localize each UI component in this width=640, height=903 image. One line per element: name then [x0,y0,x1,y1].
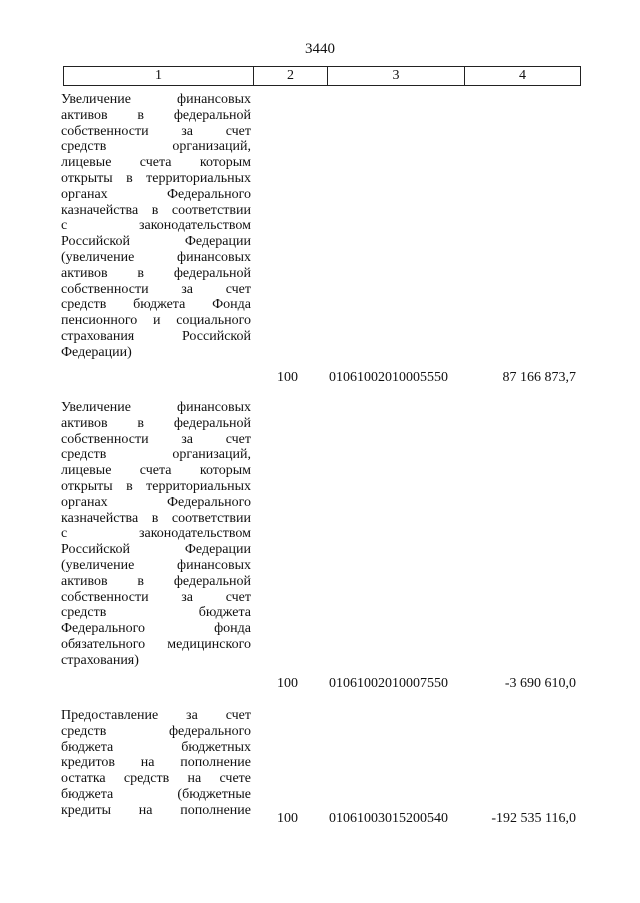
row-description-line: казначейства в соответствии [61,202,251,218]
row-description-line: с законодательством [61,526,251,542]
row-description-line: остатка средств на счете [61,771,251,787]
row-amount: -192 535 116,0 [491,811,576,826]
row-description-line: обязательного медицинского [61,636,251,652]
row-description-line: страхования Российской [61,328,251,344]
row-description-line: открыты в территориальных [61,478,251,494]
row-description-line: лицевые счета которым [61,463,251,479]
row-description-line: пенсионного и социального [61,313,251,329]
row-description [61,708,251,819]
row-description-line: лицевые счета которым [61,155,251,171]
column-header-1: 1 [64,67,254,86]
row-description-line: с законодательством [61,218,251,234]
row-description-line: (увеличение финансовых [61,557,251,573]
row-amount: 87 166 873,7 [502,370,576,385]
row-description-line: Федерального фонда [61,621,251,637]
column-header-3: 3 [328,67,465,86]
row-description-line: активов в федеральной [61,265,251,281]
row-description-line: органах Федерального [61,186,251,202]
row-description-line: (увеличение финансовых [61,249,251,265]
row-admin-code: 100 [277,370,298,385]
row-description-line: органах Федерального [61,494,251,510]
row-description-line: кредиты на пополнение [61,802,251,818]
row-description-line: средств бюджета Фонда [61,297,251,313]
row-admin-code: 100 [277,676,298,691]
column-header-table [63,66,581,86]
row-description-line: Российской Федерации [61,542,251,558]
row-description-line: средств федерального [61,723,251,739]
row-description-line: собственности за счет [61,123,251,139]
column-header-2: 2 [254,67,328,86]
row-description-line: активов в федеральной [61,573,251,589]
row-description-line: активов в федеральной [61,415,251,431]
row-bk-code: 01061003015200540 [329,811,448,826]
row-description-line: Увеличение финансовых [61,92,251,107]
row-bk-code: 01061002010007550 [329,676,448,691]
row-description-line: активов в федеральной [61,107,251,123]
row-description-line: Увеличение финансовых [61,400,251,415]
row-description-line: бюджета бюджетных [61,739,251,755]
row-description-line: Российской Федерации [61,234,251,250]
page-number: 3440 [305,41,335,57]
row-description-line: собственности за счет [61,589,251,605]
row-description [61,92,251,361]
row-description-line: средств организаций, [61,447,251,463]
row-description-line: бюджета (бюджетные [61,786,251,802]
row-bk-code: 01061002010005550 [329,370,448,385]
row-amount: -3 690 610,0 [504,676,576,691]
row-admin-code: 100 [277,811,298,826]
column-header-4: 4 [465,67,581,86]
row-description-line: собственности за счет [61,431,251,447]
row-description-line: средств бюджета [61,605,251,621]
row-description-line: собственности за счет [61,281,251,297]
row-description-line: страхования) [61,652,139,668]
row-description [61,400,251,669]
row-description-line: казначейства в соответствии [61,510,251,526]
column-header-row [64,67,581,86]
row-description-line: открыты в территориальных [61,170,251,186]
row-description-line: кредитов на пополнение [61,755,251,771]
row-description-line: средств организаций, [61,139,251,155]
row-description-line: Предоставление за счет [61,708,251,723]
row-description-line: Федерации) [61,344,132,360]
